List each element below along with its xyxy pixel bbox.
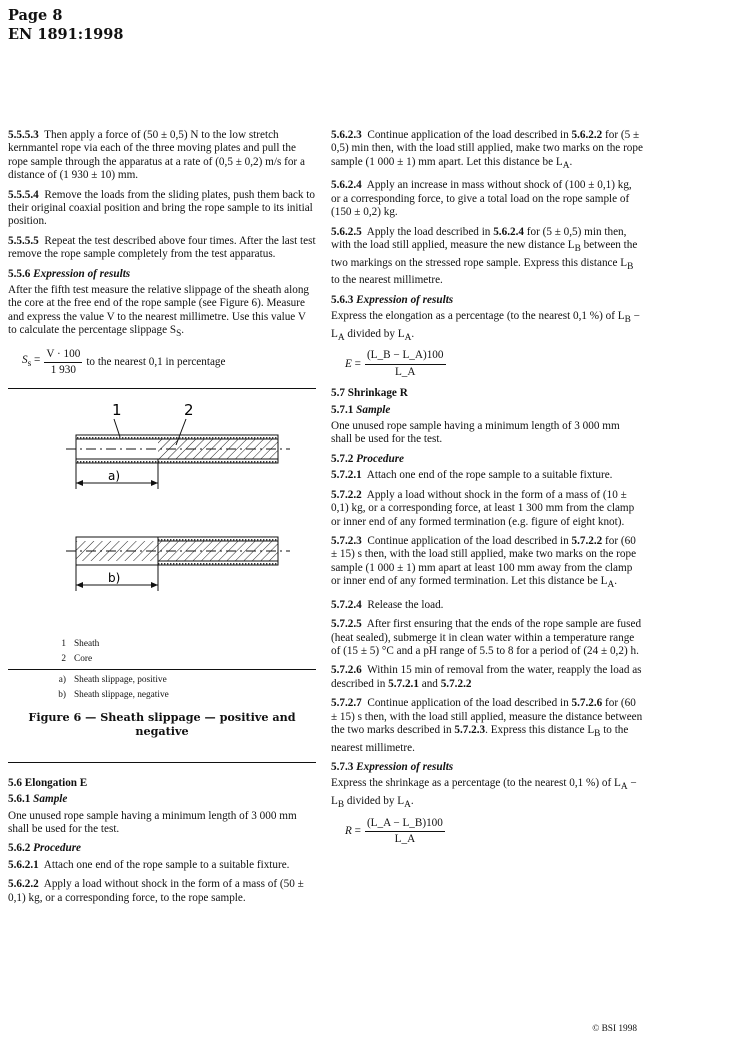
left-column	[8, 129, 316, 911]
label-b: b)	[108, 570, 121, 585]
clause-5-5-5-4: 5.5.5.4 Remove the loads from the sliding plates, push them back to their original coaxial position and bring the rope sample to its initial position.	[8, 188, 315, 228]
heading-5-6: 5.6 Elongation E	[8, 776, 88, 789]
figure-legend	[8, 637, 316, 668]
clause-5-7-2-1: 5.7.2.1 Attach one end of the rope sample to a suitable fixture.	[331, 469, 613, 482]
formula-shrinkage: R = $\frac{(L\_A - L\_B)100}{L\_A}$	[345, 816, 443, 846]
heading-5-5-6: 5.5.6 Expression of results	[8, 267, 131, 280]
clause-5-7-3-text: Express the shrinkage as a percentage (to the nearest 0,1 %) of $L_A - L_B$ divided by $L_A$.	[331, 777, 637, 811]
formula-fraction: $\frac{V \cdot 100}{1 930}$	[46, 347, 81, 377]
clause-5-7-2-6: 5.7.2.6 Within 15 min of removal from the water, reapply the load as described in 5.7.2.1 and 5.7.2.2	[331, 664, 642, 690]
figure-6	[8, 389, 316, 637]
heading-5-6-1: 5.6.1 Sample	[8, 793, 68, 806]
standard-id: EN 1891:1998	[8, 26, 124, 43]
clause-5-6-1-text: One unused rope sample having a minimum length of 3 000 mm shall be used for the test.	[8, 809, 297, 835]
heading-5-7-3: 5.7.3 Expression of results	[331, 761, 454, 774]
figure-note: a) Sheath slippage, positive	[58, 674, 167, 685]
clause-5-5-6-text: After the fifth test measure the relative slippage of the sheath along the core at the free end of the rope sample (see Figure 6). Measure and express the value V to the nearest millimetre. Use this value V to calculate the percentage slippage $S_S$.	[8, 284, 310, 340]
clause-5-7-2-5: 5.7.2.5 After first ensuring that the ends of the rope sample are fused (heat sealed), submerge it in clean water within a temperature range of (15 ± 5) °C and a pH range of 5.5 to 8 for a period of (24 ± 0,2) h.	[331, 618, 642, 657]
formula-fraction: $\frac{(L\_B - L\_A)100}{L\_A}$	[366, 349, 444, 378]
clause-5-6-2-2: 5.6.2.2 Apply a load without shock in the form of a mass of (50 ± 0,1) kg, or a corresponding force, to the rope sample.	[8, 878, 304, 904]
legend-rule	[8, 669, 316, 670]
clause-5-6-3-text: Express the elongation as a percentage (to the nearest 0,1 %) of $L_B - L_A$ divided by $L_A$.	[331, 310, 640, 344]
clause-5-7-2-2: 5.7.2.2 Apply a load without shock in the form of a mass of (10 ± 0,1) kg, or a corresponding force, at least 1 300 mm from the clamp or inner end of any formed termination (e.g. figure of eight knot).	[331, 488, 635, 528]
clause-5-7-2-7: 5.7.2.7 Continue application of the load described in 5.7.2.6 for (60 ± 15) s then, with the load still applied, measure the distance between the two marks described in 5.7.2.3. Express this distance $L_B$ to the nearest millimetre.	[331, 697, 643, 754]
clause-5-5-5-3: 5.5.5.3 Then apply a force of (50 ± 0,5) N to the low stretch kernmantel rope via each of the three moving plates and pull the rope sample through the apparatus at a rate of (0,5 ± 0,2) m/s for a distance of (1 930 ± 10) mm.	[8, 129, 305, 182]
clause-5-5-5-5: 5.5.5.5 Repeat the test described above four times. After the last test remove the rope sample completely from the test apparatus.	[8, 234, 316, 261]
page-header	[8, 6, 123, 44]
figure-6-drawing	[8, 389, 316, 637]
formula-fraction: $\frac{(L\_A - L\_B)100}{L\_A}$	[366, 816, 443, 846]
page-number: Page 8	[8, 7, 63, 24]
legend-item: 2 Core	[61, 654, 93, 665]
clause-5-7-1-text: One unused rope sample having a minimum length of 3 000 mm shall be used for the test.	[331, 420, 620, 446]
clause-5-6-2-5: 5.6.2.5 Apply the load described in 5.6.2.4 for (5 ± 0,5) min then, with the load still applied, measure the new distance $L_B$ between the two markings on the stressed rope sample. Express this distance $L_B$ to the nearest millimetre.	[331, 225, 638, 287]
label-a: a)	[108, 468, 121, 483]
label-1: 1	[112, 400, 122, 419]
clause-5-6-2-4: 5.6.2.4 Apply an increase in mass without shock of (100 ± 0,1) kg, or a corresponding force, to give a total load on the rope sample of (150 ± 0,2) kg.	[331, 179, 632, 219]
clause-5-6-2-3: 5.6.2.3 Continue application of the load described in 5.6.2.2 for (5 ± 0,5) min then, with the load still applied, make two marks on the rope sample (1 000 ± 1) mm apart. Let this distance be $L_A$.	[331, 129, 643, 172]
figure-note: b) Sheath slippage, negative	[58, 690, 169, 701]
copyright-footer: © BSI 1998	[592, 1024, 637, 1034]
clause-5-6-2-1: 5.6.2.1 Attach one end of the rope sample to a suitable fixture.	[8, 858, 290, 871]
right-column	[331, 129, 643, 853]
heading-5-7-1: 5.7.1 Sample	[331, 403, 391, 416]
heading-5-6-3: 5.6.3 Expression of results	[331, 293, 454, 306]
figure-caption: Figure 6 — Sheath slippage — positive and negative	[28, 709, 296, 738]
label-2: 2	[184, 400, 194, 419]
figure-bottom-rule	[8, 762, 316, 763]
clause-5-7-2-3: 5.7.2.3 Continue application of the load described in 5.7.2.2 for (60 ± 15) s then, with the load still applied, make two marks on the rope sample (1 000 ± 1) mm apart at least 100 mm away from the clamp or inner end of any formed termination. Let this distance be $L_A$.	[331, 534, 637, 591]
heading-5-6-2: 5.6.2 Procedure	[8, 842, 82, 855]
legend-item: 1 Sheath	[61, 638, 100, 649]
heading-5-7-2: 5.7.2 Procedure	[331, 452, 405, 465]
heading-5-7: 5.7 Shrinkage R	[331, 387, 408, 400]
figure-notes	[8, 673, 316, 704]
clause-5-7-2-4: 5.7.2.4 Release the load.	[331, 598, 444, 611]
formula-elongation: E = $\frac{(L\_B - L\_A)100}{L\_A}$	[345, 349, 444, 378]
formula-slippage: $S_s$ = $\frac{V \cdot 100}{1 930}$ to the nearest 0,1 in percentage	[22, 347, 226, 377]
